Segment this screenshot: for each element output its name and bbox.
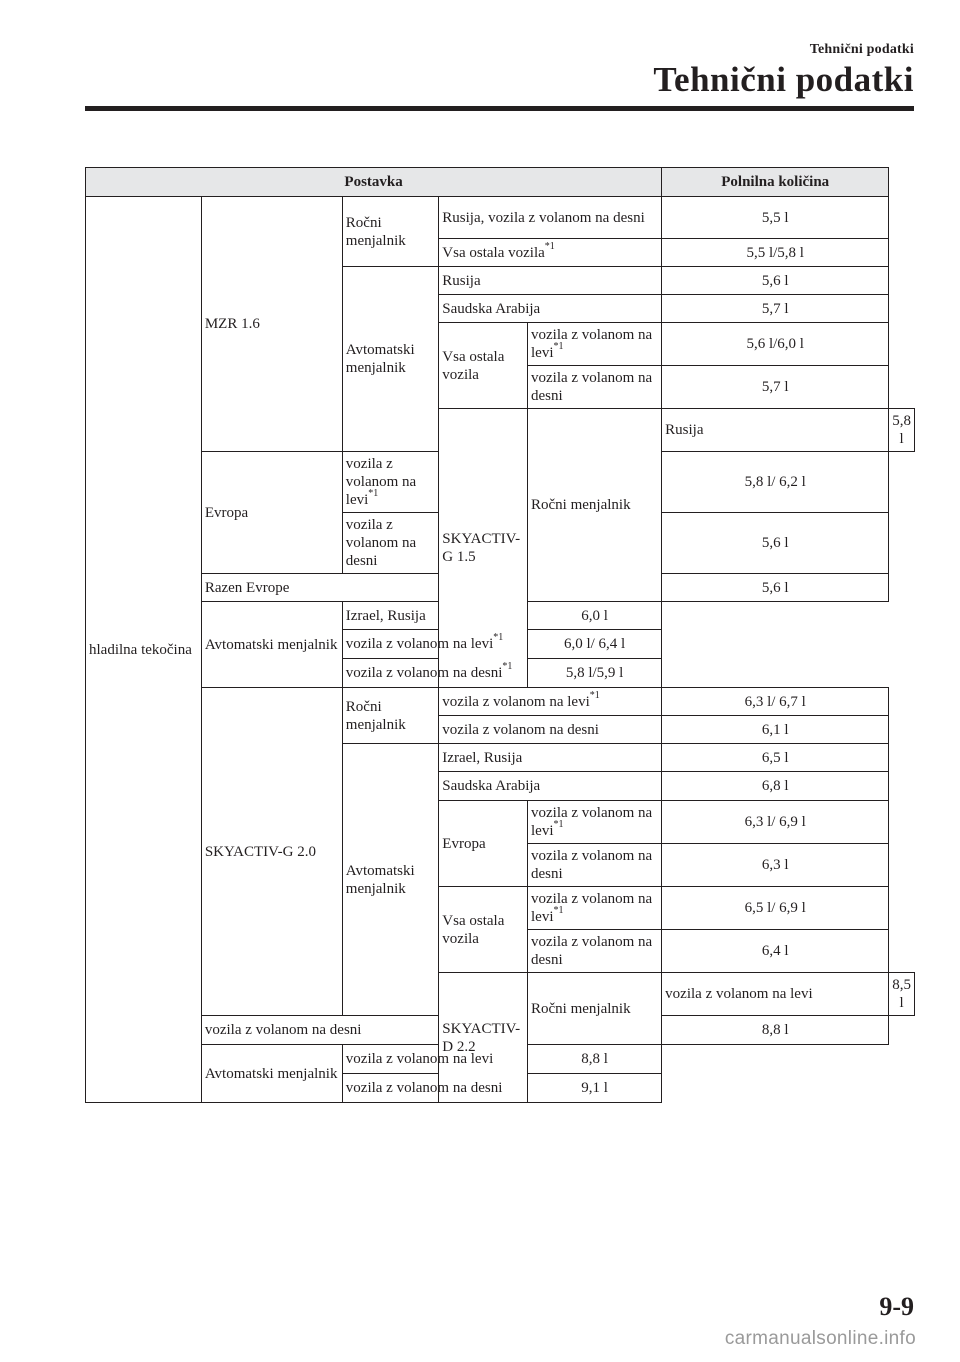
region-cell: vozila z volanom na desni bbox=[342, 1074, 527, 1103]
trans-cell: Ročni menjalnik bbox=[342, 197, 439, 267]
table-row bbox=[86, 602, 915, 630]
col-header-amount: Polnilna količina bbox=[662, 168, 889, 197]
engine-g15: SKYACTIV-G 1.5 bbox=[439, 409, 528, 688]
region-cell: vozila z volanom na desni bbox=[439, 716, 662, 744]
value-cell: 5,8 l/ 6,2 l bbox=[662, 452, 889, 513]
value-cell: 6,0 l/ 6,4 l bbox=[528, 630, 662, 659]
region-cell: Rusija bbox=[439, 267, 662, 295]
region-cell: Rusija bbox=[662, 409, 889, 452]
watermark: carmanualsonline.info bbox=[724, 1328, 916, 1349]
trans-cell: Avtomatski menjalnik bbox=[342, 744, 439, 1016]
value-cell: 6,0 l bbox=[528, 602, 662, 630]
value-cell: 5,6 l bbox=[662, 574, 889, 602]
engine-g20: SKYACTIV-G 2.0 bbox=[201, 688, 342, 1016]
engine-d22: SKYACTIV-D 2.2 bbox=[439, 973, 528, 1103]
col-header-item: Postavka bbox=[86, 168, 662, 197]
region-cell: Vsa ostala vozila bbox=[439, 323, 528, 409]
region-cell: Vsa ostala vozila$^{*1}$ bbox=[439, 239, 662, 267]
region-cell: Vsa ostala vozila bbox=[439, 887, 528, 973]
value-cell: 5,8 l bbox=[889, 409, 915, 452]
value-cell: 6,4 l bbox=[662, 930, 889, 973]
region-cell: Rusija, vozila z volanom na desni bbox=[439, 197, 662, 239]
region-cell: vozila z volanom na levi bbox=[342, 1045, 527, 1074]
region-cell: Evropa bbox=[439, 801, 528, 887]
value-cell: 6,1 l bbox=[662, 716, 889, 744]
subregion-cell: vozila z volanom na levi$^{*1}$ bbox=[528, 323, 662, 366]
page-title: Tehnični podatki bbox=[653, 60, 914, 99]
table-row bbox=[86, 688, 915, 716]
subregion-cell: vozila z volanom na desni bbox=[342, 513, 439, 574]
subregion-cell: vozila z volanom na desni bbox=[528, 366, 662, 409]
value-cell: 6,5 l/ 6,9 l bbox=[662, 887, 889, 930]
value-cell: 5,7 l bbox=[662, 366, 889, 409]
region-cell: Razen Evrope bbox=[201, 574, 438, 602]
value-cell: 8,5 l bbox=[889, 973, 915, 1016]
value-cell: 9,1 l bbox=[528, 1074, 662, 1103]
value-cell: 6,3 l/ 6,7 l bbox=[662, 688, 889, 716]
value-cell: 8,8 l bbox=[528, 1045, 662, 1074]
region-cell: Izrael, Rusija bbox=[439, 744, 662, 772]
region-cell: Saudska Arabija bbox=[439, 295, 662, 323]
category-cell: hladilna tekočina bbox=[86, 197, 202, 1103]
value-cell: 6,8 l bbox=[662, 772, 889, 801]
footnote-mark: *1 bbox=[544, 240, 555, 252]
trans-cell: Ročni menjalnik bbox=[528, 409, 662, 602]
table-row bbox=[86, 1045, 915, 1074]
region-cell: vozila z volanom na levi bbox=[662, 973, 889, 1016]
region-cell: Saudska Arabija bbox=[439, 772, 662, 801]
footnote-mark: *1 bbox=[553, 819, 564, 830]
footnote-mark: *1 bbox=[368, 488, 379, 499]
subregion-cell: vozila z volanom na desni bbox=[528, 844, 662, 887]
subregion-cell: vozila z volanom na levi$^{*1}$ bbox=[342, 452, 439, 513]
trans-cell: Ročni menjalnik bbox=[528, 973, 662, 1045]
running-header: Tehnični podatki bbox=[809, 42, 914, 57]
value-cell: 8,8 l bbox=[662, 1016, 889, 1045]
subregion-cell: vozila z volanom na levi$^{*1}$ bbox=[528, 887, 662, 930]
value-cell: 5,7 l bbox=[662, 295, 889, 323]
value-cell: 5,6 l bbox=[662, 513, 889, 574]
region-cell: vozila z volanom na levi$^{*1}$ bbox=[342, 630, 527, 659]
title-rule bbox=[85, 106, 914, 111]
value-cell: 5,8 l/5,9 l bbox=[528, 659, 662, 688]
table-header-row bbox=[86, 168, 915, 197]
trans-cell: Avtomatski menjalnik bbox=[201, 602, 342, 688]
engine-mzr: MZR 1.6 bbox=[201, 197, 342, 452]
trans-cell: Avtomatski menjalnik bbox=[201, 1045, 342, 1103]
value-cell: 5,5 l bbox=[662, 197, 889, 239]
page-number: 9-9 bbox=[879, 1292, 914, 1321]
value-cell: 5,6 l bbox=[662, 267, 889, 295]
trans-cell: Avtomatski menjalnik bbox=[342, 267, 439, 452]
footnote-mark: *1 bbox=[553, 905, 564, 916]
footnote-mark: *1 bbox=[502, 661, 513, 672]
table-row bbox=[86, 197, 915, 239]
region-cell: vozila z volanom na desni bbox=[201, 1016, 438, 1045]
region-cell: Izrael, Rusija bbox=[342, 602, 527, 630]
region-cell: Evropa bbox=[201, 452, 342, 574]
footnote-mark: *1 bbox=[553, 341, 564, 352]
trans-cell: Ročni menjalnik bbox=[342, 688, 439, 744]
region-cell: vozila z volanom na levi$^{*1}$ bbox=[439, 688, 662, 716]
footnote-mark: *1 bbox=[493, 632, 504, 643]
value-cell: 5,5 l/5,8 l bbox=[662, 239, 889, 267]
footnote-mark: *1 bbox=[589, 689, 600, 701]
value-cell: 6,3 l bbox=[662, 844, 889, 887]
region-cell: vozila z volanom na desni$^{*1}$ bbox=[342, 659, 527, 688]
value-cell: 6,3 l/ 6,9 l bbox=[662, 801, 889, 844]
value-cell: 6,5 l bbox=[662, 744, 889, 772]
subregion-cell: vozila z volanom na desni bbox=[528, 930, 662, 973]
coolant-capacity-table bbox=[85, 167, 915, 1103]
value-cell: 5,6 l/6,0 l bbox=[662, 323, 889, 366]
subregion-cell: vozila z volanom na levi$^{*1}$ bbox=[528, 801, 662, 844]
